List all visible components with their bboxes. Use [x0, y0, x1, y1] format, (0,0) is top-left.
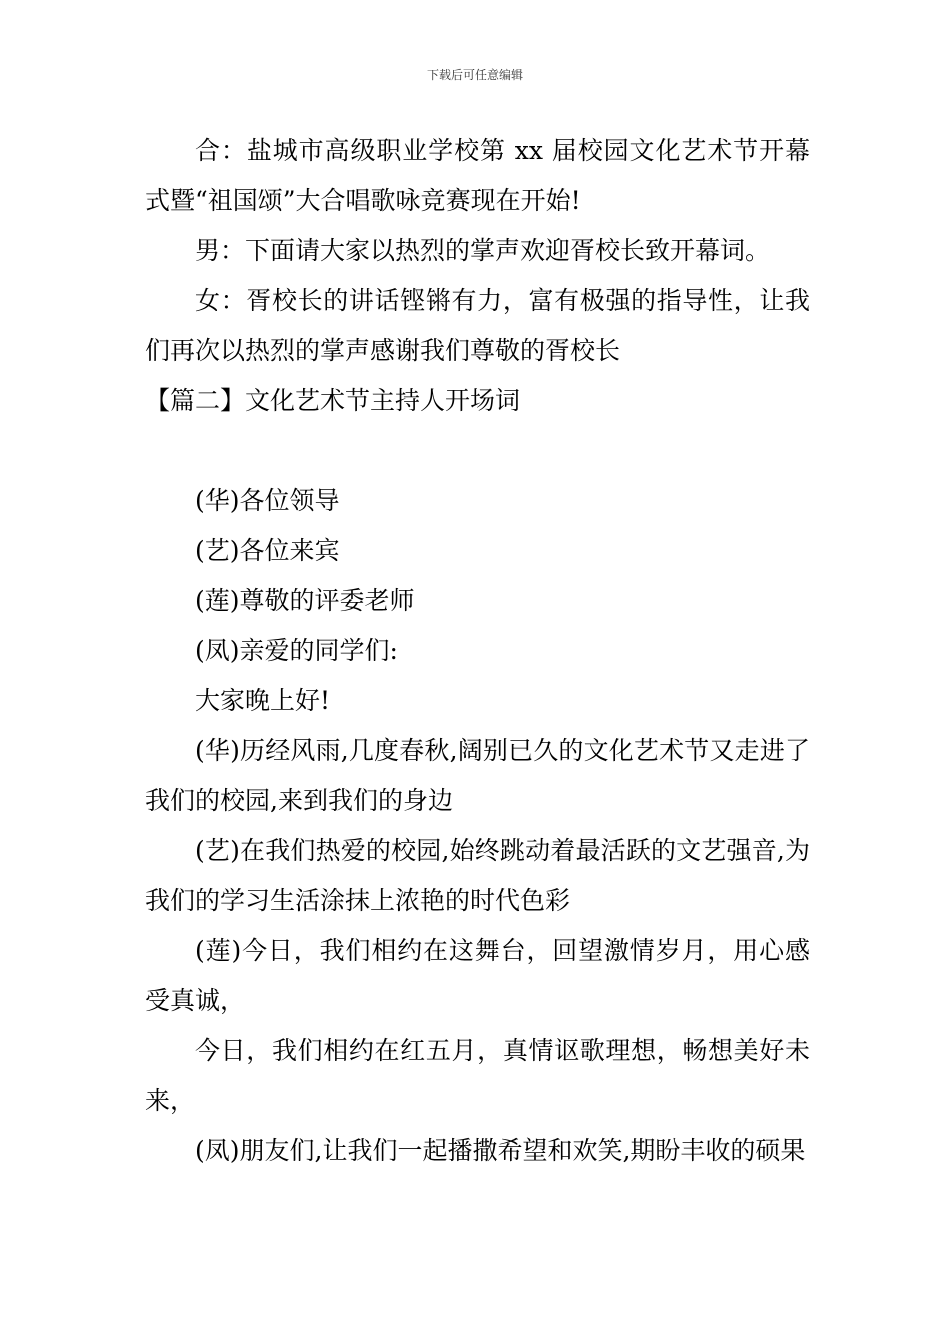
- paragraph-opening-announcement: 合：盐城市高级职业学校第 xx 届校园文化艺术节开幕式暨“祖国颂”大合唱歌咏竞赛现在开始!: [145, 136, 810, 215]
- paragraph-lian: (莲)今日，我们相约在这舞台，回望激情岁月，用心感受真诚，: [145, 936, 810, 1015]
- section-title: 【篇二】文化艺术节主持人开场词: [145, 386, 521, 415]
- paragraph-yi: (艺)在我们热爱的校园,始终跳动着最活跃的文艺强音,为我们的学习生活涂抹上浓艳的时代色彩: [145, 836, 810, 915]
- paragraph-greeting-leaders: (华)各位领导: [195, 486, 340, 515]
- page-header-note: 下载后可任意编辑: [426, 68, 523, 82]
- document-body: [145, 126, 810, 1176]
- paragraph-greeting-guests: (艺)各位来宾: [195, 536, 340, 565]
- paragraph-feng: (凤)朋友们,让我们一起播撒希望和欢笑,期盼丰收的硕果: [195, 1136, 806, 1165]
- paragraph-good-evening: 大家晚上好!: [195, 686, 331, 715]
- paragraph-female-host: 女：胥校长的讲话铿锵有力，富有极强的指导性，让我们再次以热烈的掌声感谢我们尊敬的胥校长: [145, 286, 810, 365]
- paragraph-greeting-judges: (莲)尊敬的评委老师: [195, 586, 415, 615]
- paragraph-male-host: 男：下面请大家以热烈的掌声欢迎胥校长致开幕词。: [195, 236, 771, 265]
- paragraph-hua: (华)历经风雨,几度春秋,阔别已久的文化艺术节又走进了我们的校园,来到我们的身边: [145, 736, 810, 815]
- paragraph-today: 今日，我们相约在红五月，真情讴歌理想，畅想美好未来，: [145, 1036, 810, 1115]
- paragraph-greeting-students: (凤)亲爱的同学们:: [195, 636, 398, 665]
